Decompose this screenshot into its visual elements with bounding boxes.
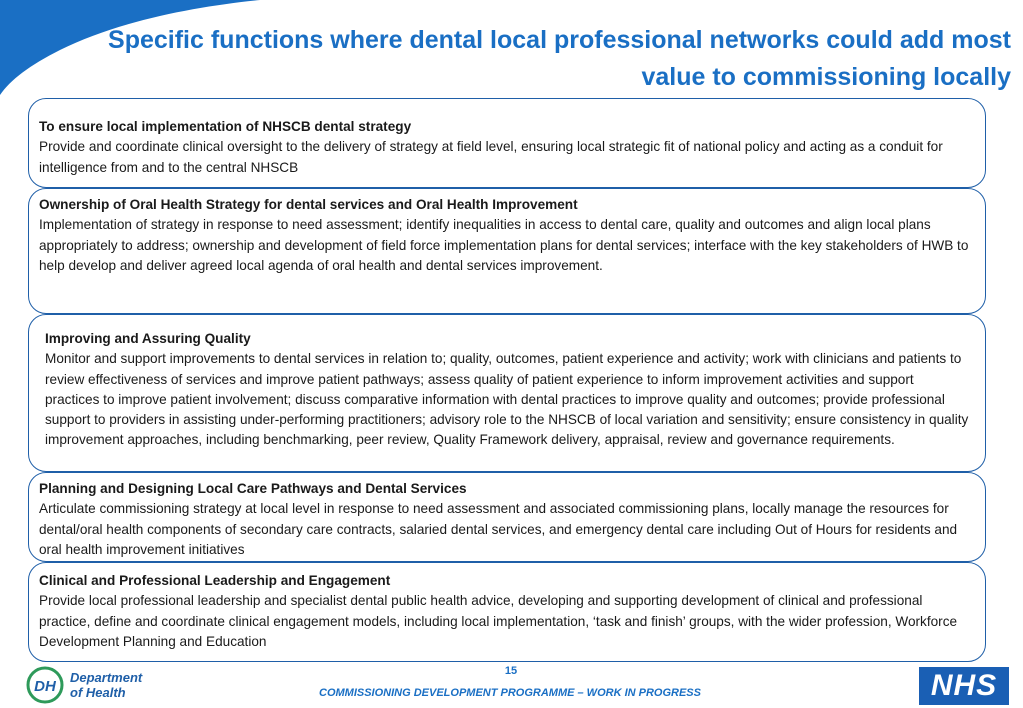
function-box-quality <box>28 314 986 472</box>
function-body: Provide local professional leadership and specialist dental public health advice, developing and supporting development of clinical and professional practice, define and coordinate clinical engagement models, including local implementation, ‘task and finish’ groups, with the wider profession, Workforce Development Planning and Education <box>39 593 958 649</box>
function-box-oral-health-strategy <box>28 188 986 314</box>
function-body: Monitor and support improvements to dental services in relation to; quality, outcomes, patient experience and activity; work with clinicians and patients to review effectiveness of services and improve patient pathways; assess quality of patient experience to inform improvement activities and support practices to improve patient involvement; discuss comparative information with dental practices to improve quality and outcomes; provide professional support to providers in assisting under-performing practitioners; advisory role to the NHSCB of local variation and sensitivity; ensure consistency in quality improvement approaches, including benchmarking, peer review, Quality Framework delivery, appraisal, review and governance requirements. <box>45 351 969 448</box>
dh-wordmark <box>70 670 142 700</box>
function-body: Articulate commissioning strategy at local level in response to need assessment and associated commissioning plans, locally manage the resources for dental/oral health components of secondary care contracts, salaried dental services, and emergency dental care including Out of Hours for residents and oral health improvement initiatives <box>39 501 958 557</box>
page-title: Specific functions where dental local professional networks could add most value to commissioning locally <box>108 26 1011 91</box>
footer-programme-text: COMMISSIONING DEVELOPMENT PROGRAMME – WORK IN PROGRESS <box>319 687 701 699</box>
function-heading: To ensure local implementation of NHSCB dental strategy <box>39 119 412 134</box>
dh-wordmark-line1: Department <box>70 670 143 685</box>
dh-initials: DH <box>34 678 56 695</box>
function-heading: Clinical and Professional Leadership and Engagement <box>39 573 391 588</box>
function-box-care-pathways <box>28 472 986 562</box>
function-heading: Planning and Designing Local Care Pathways and Dental Services <box>39 481 467 496</box>
function-box-leadership <box>28 562 986 662</box>
dh-circle-icon <box>26 666 64 704</box>
function-heading: Ownership of Oral Health Strategy for dental services and Oral Health Improvement <box>39 197 578 212</box>
dh-wordmark-line2: of Health <box>70 685 126 700</box>
function-body: Provide and coordinate clinical oversight to the delivery of strategy at field level, ensuring local strategic fit of national policy and acting as a conduit for intelligence from and to the central NHSCB <box>39 139 943 175</box>
page-number: 15 <box>504 665 518 677</box>
nhs-logo: NHS <box>919 667 1009 705</box>
function-body: Implementation of strategy in response to need assessment; identify inequalities in access to dental care, quality and outcomes and align local plans appropriately to address; ownership and development of field force implementation plans for dental services; interface with the key stakeholders of HWB to help develop and deliver agreed local agenda of oral health and dental services improvement. <box>39 217 969 273</box>
function-heading: Improving and Assuring Quality <box>45 331 251 346</box>
function-box-local-implementation <box>28 98 986 188</box>
department-of-health-logo <box>26 664 166 706</box>
